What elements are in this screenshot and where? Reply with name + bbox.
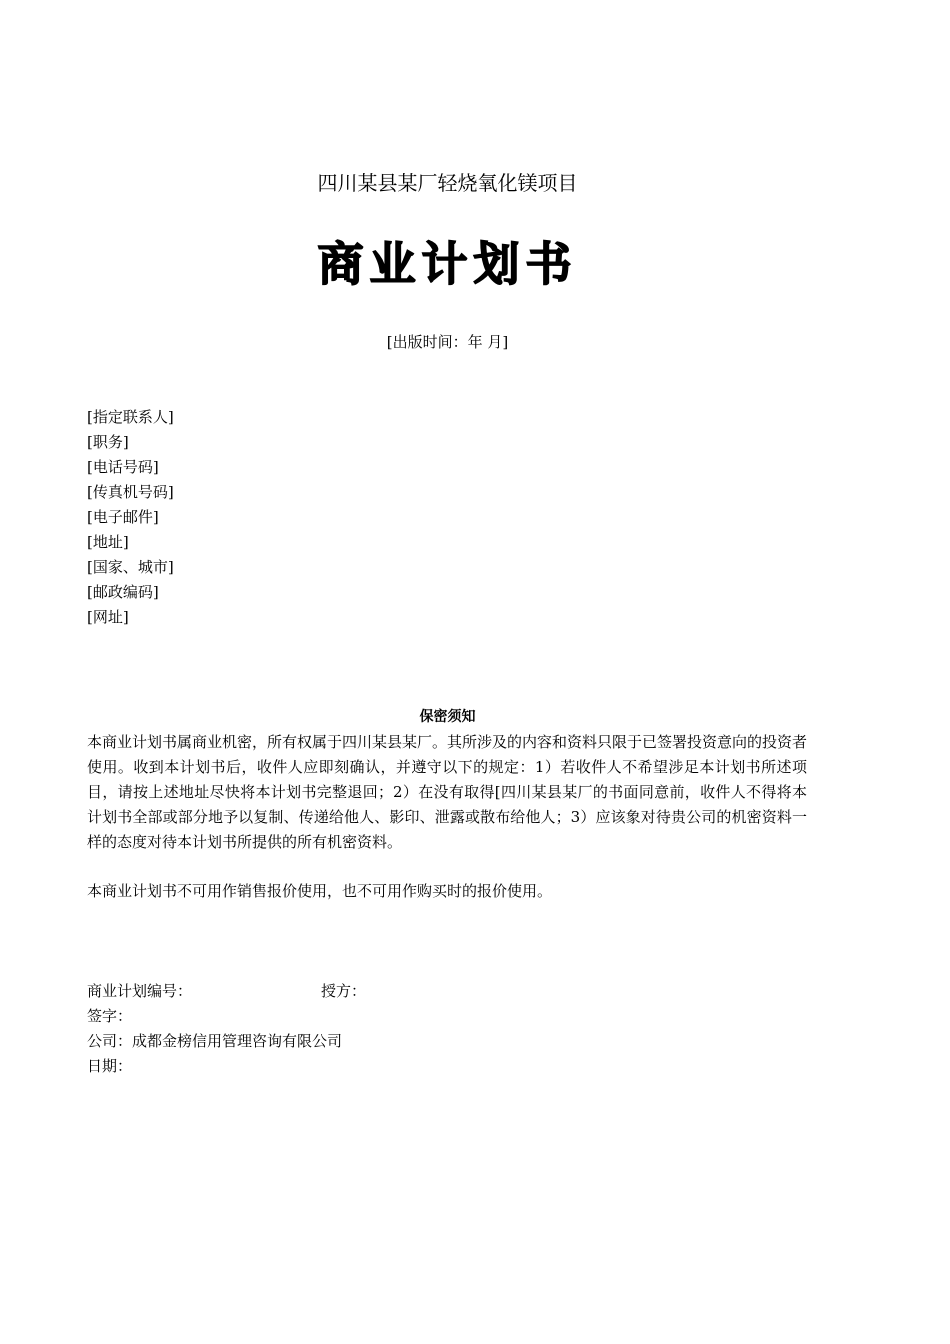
- contact-field-fax: [传真机号码]: [87, 483, 174, 501]
- company-line: 公司：成都金榜信用管理咨询有限公司: [87, 1032, 343, 1050]
- contact-field-address: [地址]: [87, 533, 129, 551]
- publish-date: [出版时间：年 月]: [386, 333, 509, 351]
- plan-number-row: [87, 979, 587, 1004]
- project-subtitle: 四川某县某厂轻烧氧化镁项目: [317, 171, 578, 195]
- recipient-label: 授方：: [321, 982, 367, 1000]
- pricing-disclaimer: 本商业计划书不可用作销售报价使用，也不可用作购买时的报价使用。: [87, 882, 553, 900]
- sign-label: 签字：: [87, 1007, 133, 1025]
- document-title: 商业计划书: [317, 237, 578, 291]
- confidentiality-heading: 保密须知: [419, 709, 476, 725]
- signature-block: [87, 979, 587, 1079]
- date-label: 日期：: [87, 1057, 133, 1075]
- confidentiality-body: 本商业计划书属商业机密，所有权属于四川某县某厂。其所涉及的内容和资料只限于已签署投资意向的投资者使用。收到本计划书后，收件人应即刻确认，并遵守以下的规定：1）若收件人不希望涉足本计划书所述项目，请按上述地址尽快将本计划书完整退回；2）在没有取得[四川某县某厂的书面同意前，收件人不得将本计划书全部或部分地予以复制、传递给他人、影印、泄露或散布给他人；3）应该象对待贵公司的机密资料一样的态度对待本计划书所提供的所有机密资料。: [87, 733, 808, 851]
- contact-field-country-city: [国家、城市]: [87, 558, 174, 576]
- contact-field-contact-person: [指定联系人]: [87, 408, 174, 426]
- contact-field-phone: [电话号码]: [87, 458, 159, 476]
- contact-field-email: [电子邮件]: [87, 508, 159, 526]
- contact-field-position: [职务]: [87, 433, 129, 451]
- contact-field-postcode: [邮政编码]: [87, 583, 159, 601]
- plan-number-label: 商业计划编号：: [87, 982, 193, 1000]
- contact-info-list: [87, 405, 174, 630]
- contact-field-website: [网址]: [87, 608, 129, 626]
